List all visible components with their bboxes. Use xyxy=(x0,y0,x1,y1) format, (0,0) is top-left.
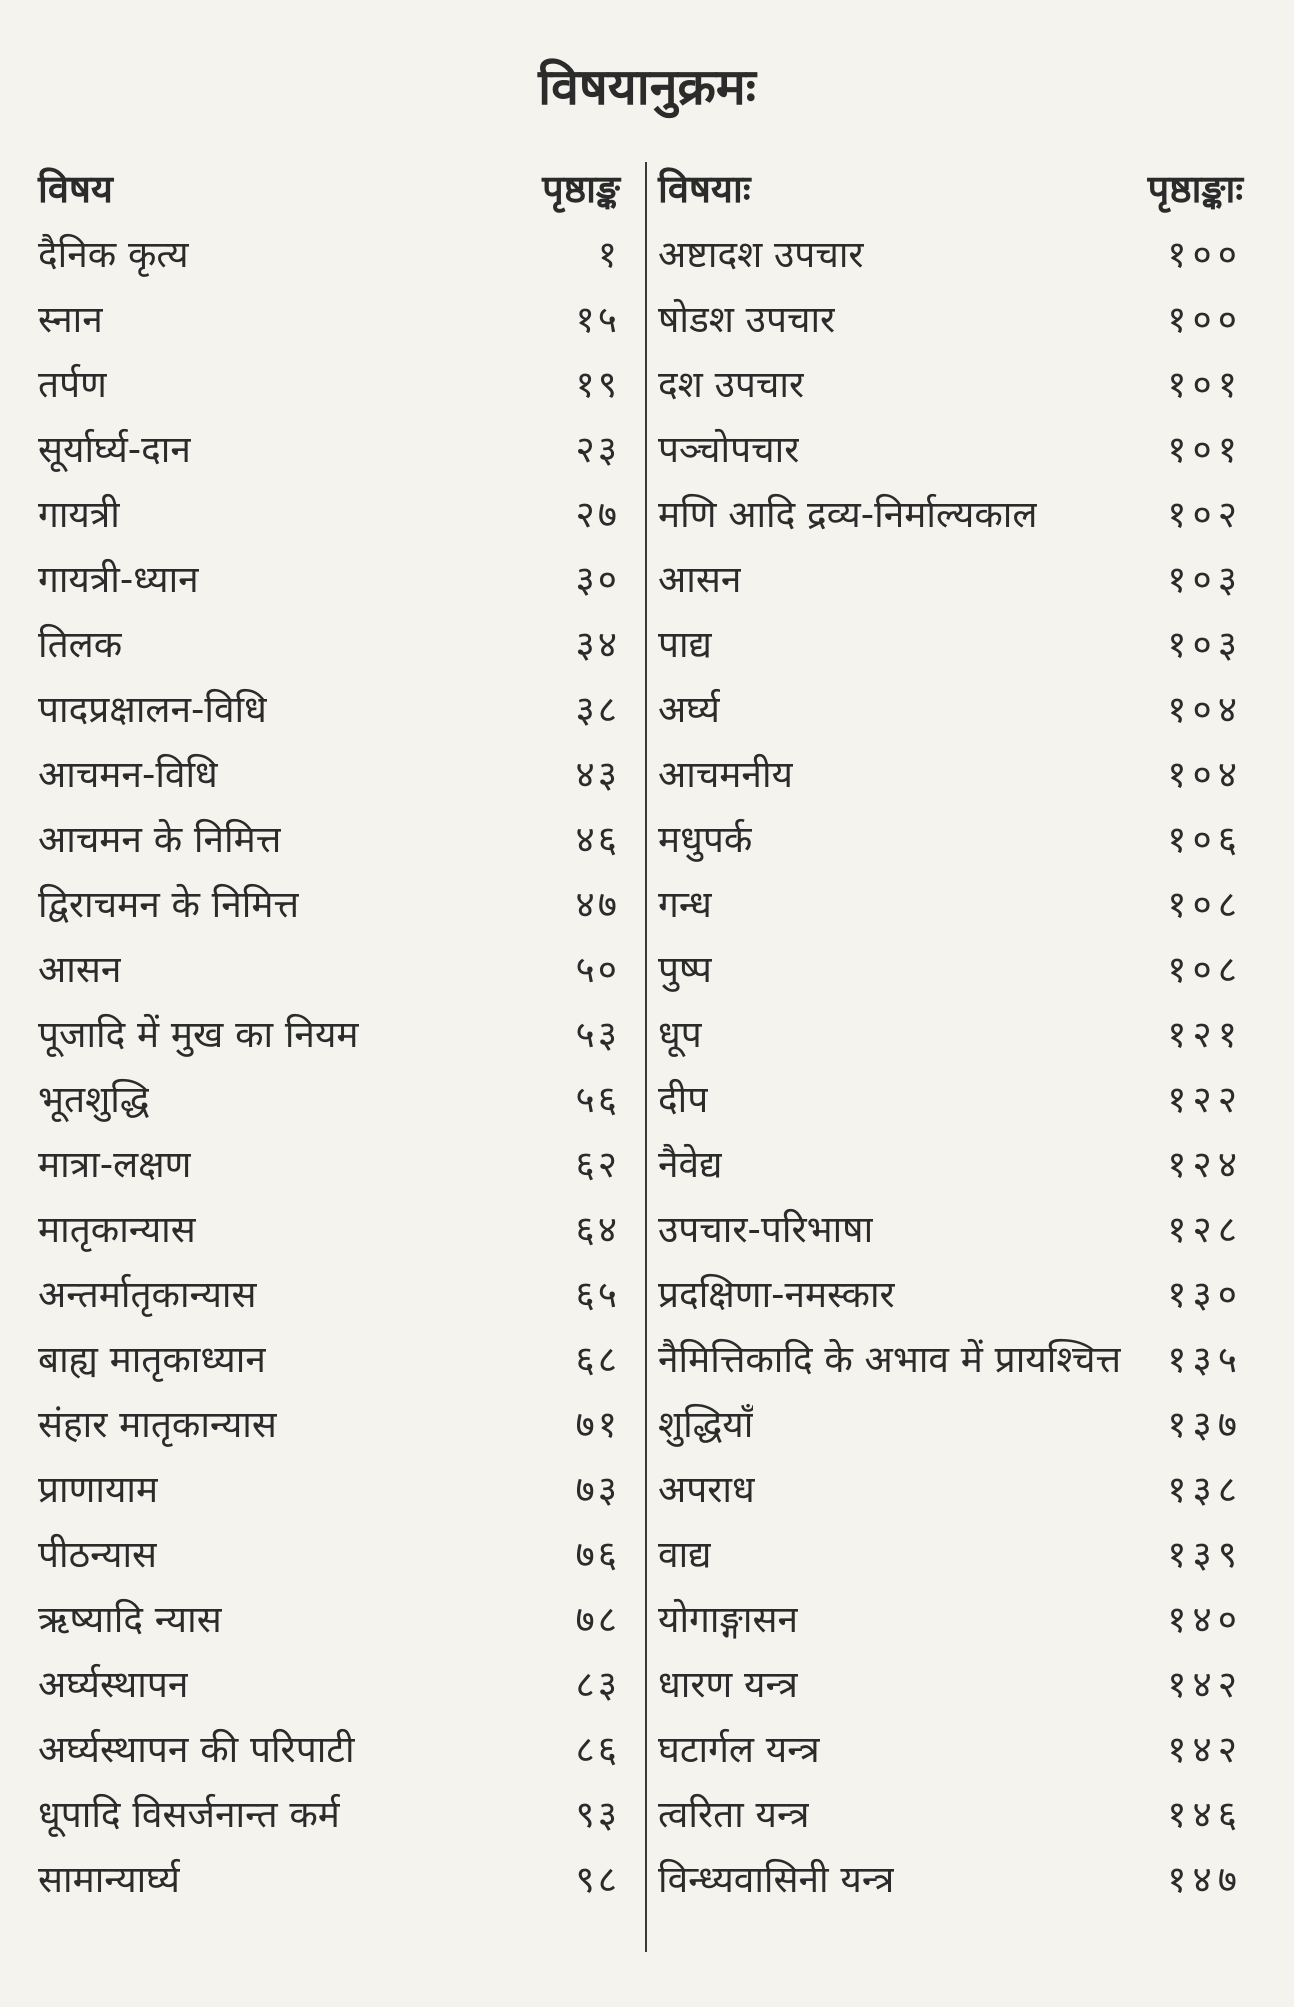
entry-page-number: १०६ xyxy=(1167,818,1243,861)
entry-topic: सामान्यार्घ्य xyxy=(38,1858,181,1901)
column-header-topic: विषयाः xyxy=(658,167,751,211)
entry-topic: नैमित्तिकादि के अभाव में प्रायश्चित्त xyxy=(658,1338,1122,1381)
page-title: विषयानुक्रमः xyxy=(538,58,756,116)
column-header-topic: विषय xyxy=(38,167,113,211)
entry-page-number: ५० xyxy=(575,948,620,991)
entry-topic: धूप xyxy=(658,1013,702,1056)
entry-page-number: १३० xyxy=(1167,1273,1243,1316)
entry-topic: शुद्धियाँ xyxy=(658,1403,754,1446)
toc-entry xyxy=(658,1845,1243,1910)
entry-page-number: १०८ xyxy=(1167,948,1243,991)
toc-entry xyxy=(38,1520,620,1585)
toc-entry xyxy=(38,1650,620,1715)
toc-entry xyxy=(658,1325,1243,1390)
entry-page-number: ४७ xyxy=(575,883,620,926)
toc-right-entries xyxy=(658,220,1243,1910)
entry-page-number: १४२ xyxy=(1167,1728,1243,1771)
toc-entry xyxy=(38,350,620,415)
toc-right-header xyxy=(658,156,1243,220)
entry-topic: मातृकान्यास xyxy=(38,1208,196,1251)
entry-topic: प्राणायाम xyxy=(38,1468,159,1511)
entry-page-number: २३ xyxy=(575,428,620,471)
toc-entry xyxy=(38,220,620,285)
entry-page-number: १२४ xyxy=(1167,1143,1243,1186)
toc-entry xyxy=(38,675,620,740)
entry-topic: दश उपचार xyxy=(658,363,805,406)
toc-entry xyxy=(38,740,620,805)
entry-topic: पादप्रक्षालन-विधि xyxy=(38,688,267,731)
entry-page-number: ९८ xyxy=(575,1858,620,1901)
entry-page-number: १२१ xyxy=(1167,1013,1243,1056)
toc-entry xyxy=(658,610,1243,675)
entry-topic: दीप xyxy=(658,1078,709,1121)
entry-page-number: १०१ xyxy=(1167,363,1243,406)
toc-entry xyxy=(658,415,1243,480)
entry-page-number: ५६ xyxy=(575,1078,620,1121)
entry-page-number: १०० xyxy=(1167,233,1243,276)
toc-entry xyxy=(658,1260,1243,1325)
toc-entry xyxy=(38,870,620,935)
entry-page-number: १०४ xyxy=(1167,688,1243,731)
toc-entry xyxy=(658,1390,1243,1455)
column-header-page: पृष्ठाङ्काः xyxy=(1147,167,1243,211)
toc-entry xyxy=(38,1195,620,1260)
entry-page-number: १४७ xyxy=(1167,1858,1243,1901)
entry-page-number: ४६ xyxy=(575,818,620,861)
entry-topic: अर्घ्यस्थापन की परिपाटी xyxy=(38,1728,355,1771)
toc-entry xyxy=(658,480,1243,545)
toc-entry xyxy=(658,1195,1243,1260)
entry-topic: आसन xyxy=(658,558,742,601)
toc-entry xyxy=(38,1780,620,1845)
entry-topic: पीठन्यास xyxy=(38,1533,158,1576)
entry-page-number: १४० xyxy=(1167,1598,1243,1641)
toc-entry xyxy=(658,1715,1243,1780)
toc-left-header xyxy=(38,156,620,220)
toc-entry xyxy=(38,1715,620,1780)
entry-topic: संहार मातृकान्यास xyxy=(38,1403,277,1446)
toc-entry xyxy=(38,1455,620,1520)
entry-page-number: १३७ xyxy=(1167,1403,1243,1446)
toc-entry xyxy=(38,415,620,480)
entry-topic: त्वरिता यन्त्र xyxy=(658,1793,810,1836)
entry-page-number: १०२ xyxy=(1167,493,1243,536)
toc-entry xyxy=(38,1260,620,1325)
entry-topic: आचमन-विधि xyxy=(38,753,218,796)
entry-topic: उपचार-परिभाषा xyxy=(658,1208,874,1251)
entry-topic: तिलक xyxy=(38,623,123,666)
entry-topic: तर्पण xyxy=(38,363,107,406)
toc-entry xyxy=(658,805,1243,870)
toc-entry xyxy=(658,675,1243,740)
entry-topic: स्नान xyxy=(38,298,103,341)
entry-topic: गन्ध xyxy=(658,883,712,926)
toc-entry xyxy=(38,1000,620,1065)
toc-right-column xyxy=(658,156,1243,1910)
entry-page-number: ९३ xyxy=(575,1793,620,1836)
toc-entry xyxy=(38,1390,620,1455)
entry-page-number: १४२ xyxy=(1167,1663,1243,1706)
entry-topic: भूतशुद्धि xyxy=(38,1078,150,1121)
entry-topic: गायत्री-ध्यान xyxy=(38,558,199,601)
entry-page-number: १०४ xyxy=(1167,753,1243,796)
entry-topic: पूजादि में मुख का नियम xyxy=(38,1013,359,1056)
entry-topic: अन्तर्मातृकान्यास xyxy=(38,1273,257,1316)
entry-page-number: १०३ xyxy=(1167,623,1243,666)
entry-page-number: ६८ xyxy=(575,1338,620,1381)
entry-page-number: १३५ xyxy=(1167,1338,1243,1381)
entry-topic: मणि आदि द्रव्य-निर्माल्यकाल xyxy=(658,493,1038,536)
toc-entry xyxy=(658,220,1243,285)
entry-topic: प्रदक्षिणा-नमस्कार xyxy=(658,1273,895,1316)
toc-entry xyxy=(38,1585,620,1650)
entry-topic: सूर्यार्घ्य-दान xyxy=(38,428,191,471)
entry-page-number: ६२ xyxy=(575,1143,620,1186)
entry-page-number: २७ xyxy=(575,493,620,536)
entry-page-number: १४६ xyxy=(1167,1793,1243,1836)
entry-topic: आसन xyxy=(38,948,122,991)
entry-topic: आचमन के निमित्त xyxy=(38,818,282,861)
toc-entry xyxy=(658,1130,1243,1195)
entry-topic: घटार्गल यन्त्र xyxy=(658,1728,820,1771)
entry-page-number: ३४ xyxy=(575,623,620,666)
toc-entry xyxy=(658,935,1243,1000)
toc-left-entries xyxy=(38,220,620,1910)
entry-page-number: ६५ xyxy=(575,1273,620,1316)
entry-page-number: ७६ xyxy=(575,1533,620,1576)
entry-page-number: १९ xyxy=(575,363,620,406)
entry-topic: गायत्री xyxy=(38,493,120,536)
toc-entry xyxy=(38,1130,620,1195)
entry-page-number: ५३ xyxy=(575,1013,620,1056)
entry-topic: दैनिक कृत्य xyxy=(38,233,189,276)
entry-page-number: ४३ xyxy=(575,753,620,796)
toc-entry xyxy=(38,1065,620,1130)
entry-page-number: १३९ xyxy=(1167,1533,1243,1576)
entry-topic: बाह्य मातृकाध्यान xyxy=(38,1338,266,1381)
toc-entry xyxy=(38,610,620,675)
entry-topic: वाद्य xyxy=(658,1533,712,1576)
toc-entry xyxy=(658,870,1243,935)
entry-topic: मधुपर्क xyxy=(658,818,753,861)
entry-page-number: १०८ xyxy=(1167,883,1243,926)
entry-topic: पञ्चोपचार xyxy=(658,428,800,471)
entry-page-number: १ xyxy=(597,233,620,276)
entry-topic: नैवेद्य xyxy=(658,1143,723,1186)
entry-topic: पाद्य xyxy=(658,623,712,666)
toc-entry xyxy=(38,1325,620,1390)
toc-entry xyxy=(658,1520,1243,1585)
entry-page-number: १३८ xyxy=(1167,1468,1243,1511)
entry-page-number: ३८ xyxy=(575,688,620,731)
toc-entry xyxy=(38,1845,620,1910)
entry-page-number: १०३ xyxy=(1167,558,1243,601)
entry-page-number: १०० xyxy=(1167,298,1243,341)
entry-topic: अर्घ्य xyxy=(658,688,721,731)
toc-entry xyxy=(658,1455,1243,1520)
entry-page-number: १२८ xyxy=(1167,1208,1243,1251)
toc-entry xyxy=(658,545,1243,610)
entry-page-number: ८३ xyxy=(575,1663,620,1706)
entry-topic: विन्ध्यवासिनी यन्त्र xyxy=(658,1858,895,1901)
entry-topic: अपराध xyxy=(658,1468,755,1511)
entry-topic: षोडश उपचार xyxy=(658,298,836,341)
toc-entry xyxy=(658,1065,1243,1130)
entry-topic: अष्टादश उपचार xyxy=(658,233,864,276)
entry-topic: मात्रा-लक्षण xyxy=(38,1143,192,1186)
entry-page-number: ७१ xyxy=(575,1403,620,1446)
entry-topic: अर्घ्यस्थापन xyxy=(38,1663,189,1706)
entry-topic: ऋष्यादि न्यास xyxy=(38,1598,222,1641)
column-divider xyxy=(645,162,647,1952)
entry-page-number: ३० xyxy=(575,558,620,601)
toc-entry xyxy=(38,545,620,610)
entry-topic: पुष्प xyxy=(658,948,712,991)
entry-page-number: ७३ xyxy=(575,1468,620,1511)
entry-topic: योगाङ्गासन xyxy=(658,1598,799,1641)
entry-page-number: १२२ xyxy=(1167,1078,1243,1121)
entry-page-number: ७८ xyxy=(575,1598,620,1641)
toc-entry xyxy=(658,1000,1243,1065)
entry-topic: धूपादि विसर्जनान्त कर्म xyxy=(38,1793,340,1836)
entry-topic: धारण यन्त्र xyxy=(658,1663,798,1706)
toc-entry xyxy=(658,285,1243,350)
entry-page-number: १०१ xyxy=(1167,428,1243,471)
entry-topic: आचमनीय xyxy=(658,753,794,796)
toc-entry xyxy=(658,740,1243,805)
toc-left-column xyxy=(38,156,620,1910)
toc-entry xyxy=(658,350,1243,415)
entry-page-number: ८६ xyxy=(575,1728,620,1771)
toc-entry xyxy=(658,1650,1243,1715)
entry-topic: द्विराचमन के निमित्त xyxy=(38,883,300,926)
toc-entry xyxy=(38,935,620,1000)
toc-entry xyxy=(38,480,620,545)
toc-entry xyxy=(658,1780,1243,1845)
column-header-page: पृष्ठाङ्क xyxy=(542,167,620,211)
toc-entry xyxy=(38,805,620,870)
toc-entry xyxy=(658,1585,1243,1650)
toc-entry xyxy=(38,285,620,350)
entry-page-number: १५ xyxy=(575,298,620,341)
entry-page-number: ६४ xyxy=(575,1208,620,1251)
